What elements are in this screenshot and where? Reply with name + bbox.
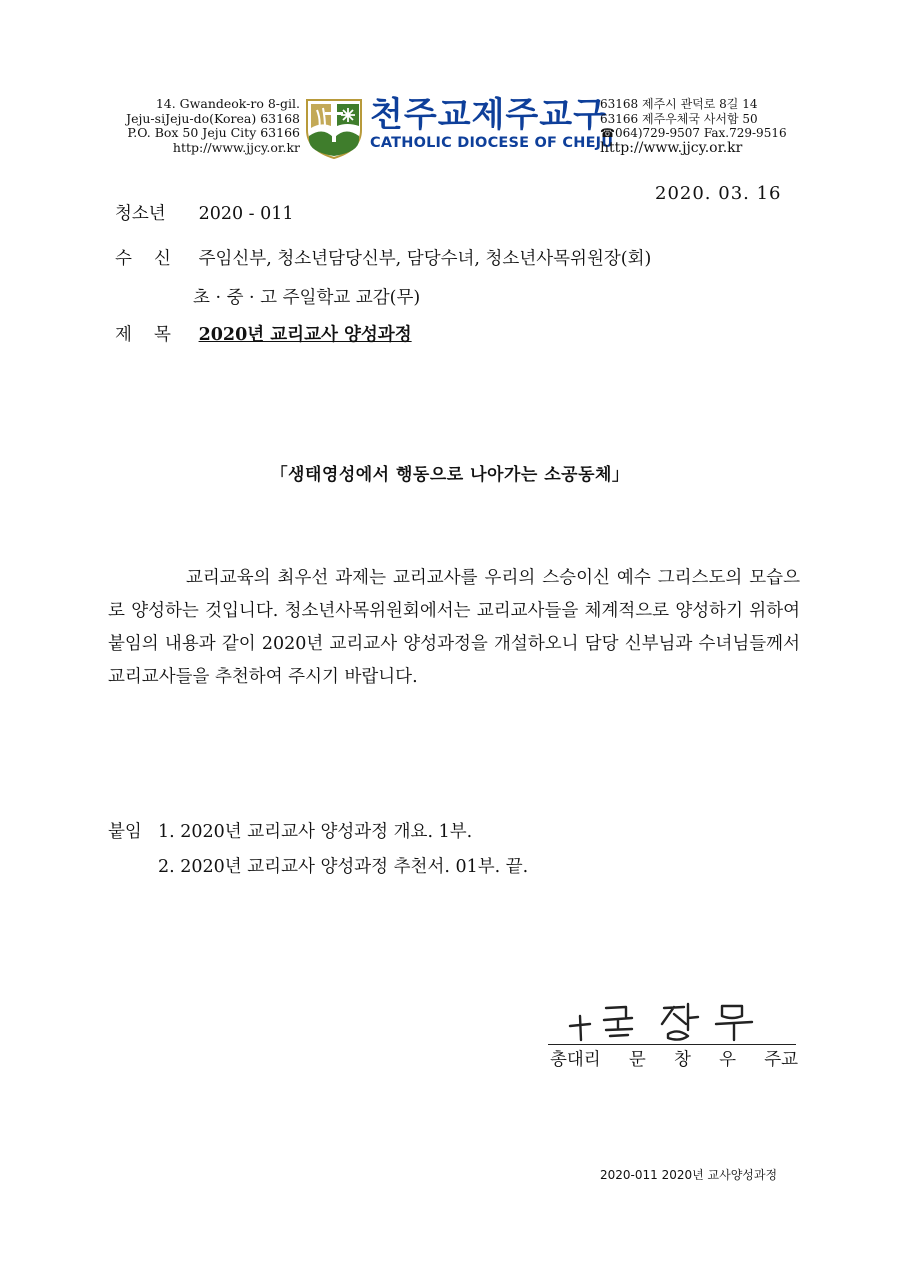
- signer-name-char: 창: [674, 1050, 691, 1070]
- recipient-line-1: 주임신부, 청소년담당신부, 담당수녀, 청소년사목위원장(회): [198, 249, 652, 269]
- letterhead-left-address: [108, 97, 300, 155]
- address-line: 63166 제주우체국 사서함 50: [600, 111, 758, 126]
- website-link[interactable]: http://www.jjcy.or.kr: [172, 139, 300, 155]
- attachment-item: 1. 2020년 교리교사 양성과정 개요. 1부.: [158, 822, 473, 842]
- motto: 「생태영성에서 행동으로 나아가는 소공동체」: [270, 465, 630, 485]
- handwritten-signature-icon: [566, 996, 766, 1046]
- page-footer: 2020-011 2020년 교사양성과정: [600, 1168, 778, 1182]
- attachment-label: 붙임: [108, 822, 142, 842]
- signature-line: [548, 1044, 796, 1045]
- phone-fax-line: ☎064)729-9507 Fax.729-9516: [600, 126, 787, 140]
- subject-label-char: 목: [154, 325, 171, 345]
- brand-korean: 천주교제주교구: [370, 95, 607, 135]
- diocese-brand: [370, 97, 613, 152]
- address-line: Jeju-siJeju-do(Korea) 63168: [126, 110, 300, 126]
- attachment-item: 2. 2020년 교리교사 양성과정 추천서. 01부. 끝.: [158, 857, 529, 877]
- attachment-row-1: [108, 818, 472, 843]
- document-number-value: 2020 - 011: [198, 204, 294, 224]
- document-date: 2020. 03. 16: [655, 183, 782, 204]
- address-line: 63168 제주시 관덕로 8길 14: [600, 97, 758, 111]
- diocese-emblem-icon: [303, 96, 365, 160]
- signer-rank: 주교: [764, 1050, 798, 1070]
- recipient-label-char: 수: [115, 249, 132, 269]
- letterhead-right-address: [600, 97, 790, 155]
- subject-row: [115, 321, 412, 346]
- recipient-row: [115, 245, 651, 270]
- recipient-label: [115, 245, 193, 270]
- document-number-label: 청소년: [115, 204, 166, 224]
- website-link[interactable]: http://www.jjcy.or.kr: [600, 139, 743, 156]
- signer-title: 총대리: [550, 1050, 601, 1070]
- recipient-line-2: 초 · 중 · 고 주일학교 교감(무): [193, 288, 421, 308]
- body-paragraph: 교리교육의 최우선 과제는 교리교사를 우리의 스승이신 예수 그리스도의 모습으로 양성하는 것입니다. 청소년사목위원회에서는 교리교사들을 체계적으로 양성하기 위하여 붙임의 내용과 같이 2020년 교리교사 양성과정을 개설하오니 담당 신부님과 수녀님들께서 교리교사들을 추천하여 주시기 바랍니다.: [108, 568, 800, 687]
- signer-name-char: 문: [628, 1050, 646, 1070]
- subject-label: [115, 321, 193, 346]
- recipient-label-char: 신: [154, 249, 171, 269]
- address-line: P.O. Box 50 Jeju City 63166: [127, 125, 300, 140]
- brand-english: CATHOLIC DIOCESE OF CHEJU: [370, 135, 614, 151]
- subject-value: 2020년 교리교사 양성과정: [198, 325, 412, 345]
- signer-name-char: 우: [719, 1050, 736, 1070]
- subject-label-char: 제: [115, 325, 132, 345]
- document-number-row: [115, 200, 294, 225]
- address-line: 14. Gwandeok-ro 8-gil.: [155, 96, 300, 111]
- signer-name: [550, 1046, 798, 1071]
